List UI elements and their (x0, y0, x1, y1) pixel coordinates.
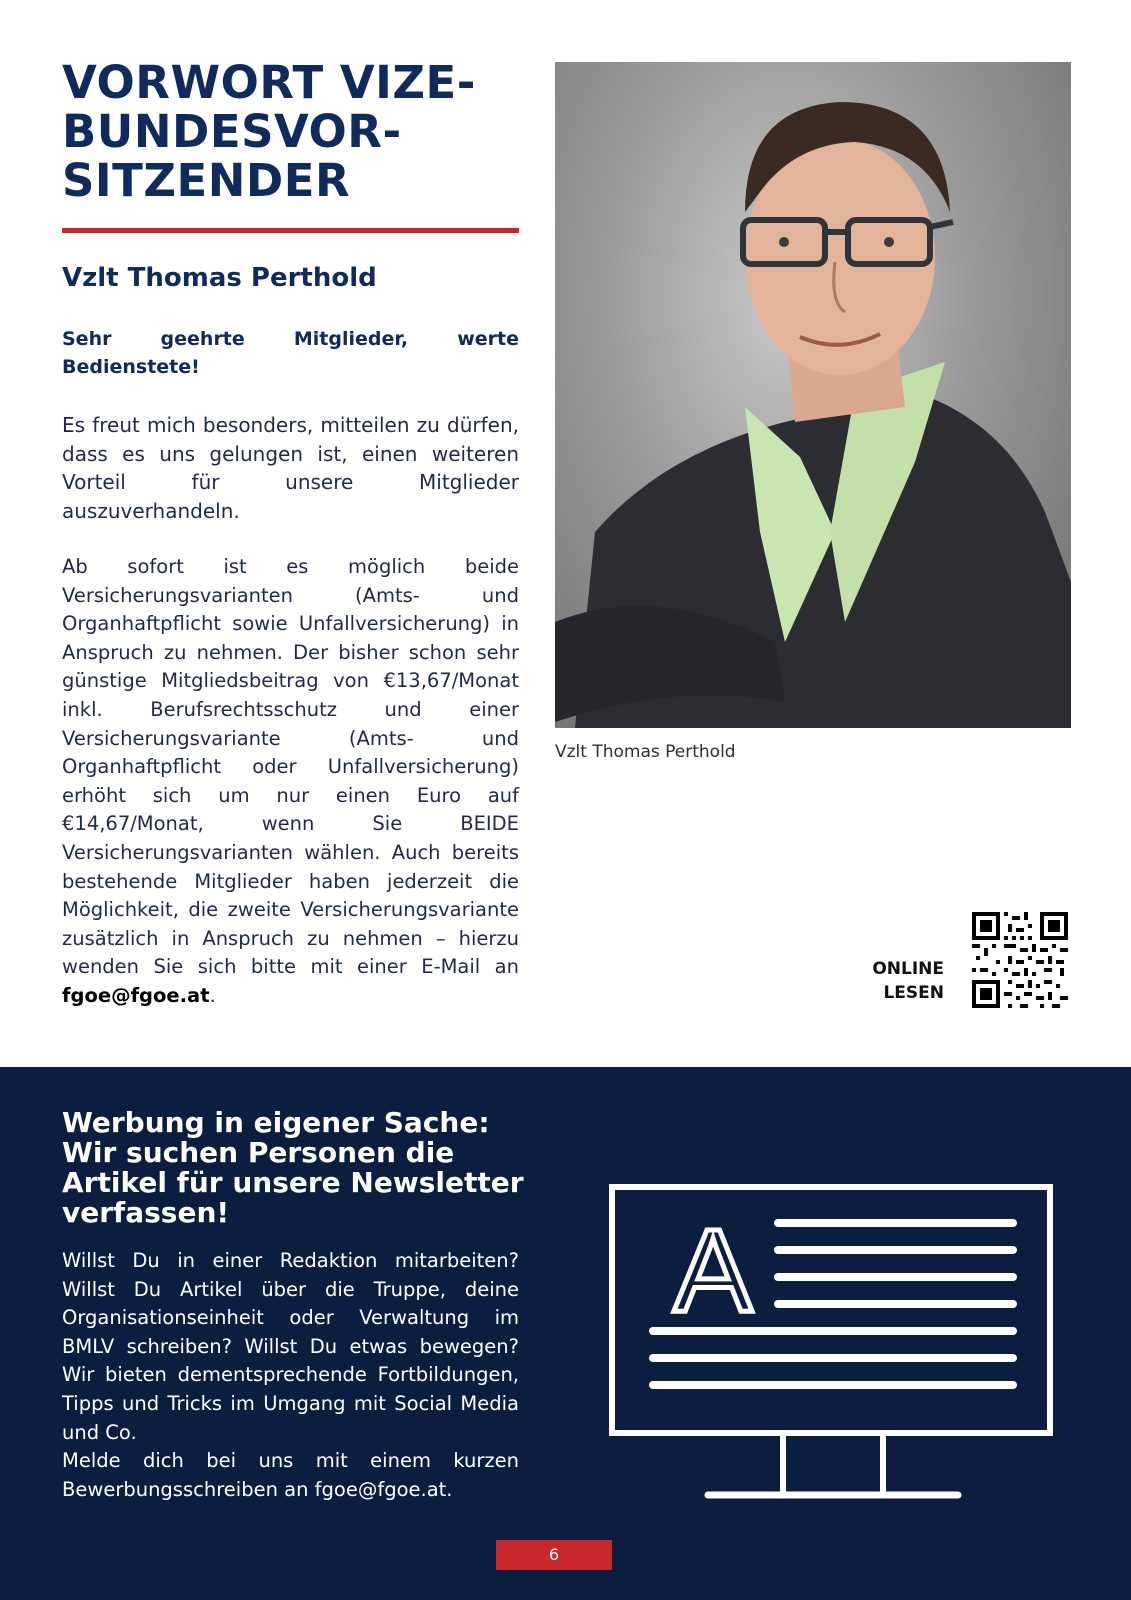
banner-body-paragraph-2: Melde dich bei uns mit einem kurzen Bewerbungsschreiben an fgoe@fgoe.at. (62, 1449, 519, 1501)
paragraph-2 (62, 553, 519, 1011)
banner-body (62, 1247, 519, 1504)
monitor-article-icon (608, 1183, 1058, 1503)
title-line-3: SITZENDER (62, 154, 351, 207)
paragraph-2-end: . (209, 983, 216, 1007)
portrait-photo (555, 62, 1071, 728)
page-title (62, 58, 522, 205)
contact-email-link[interactable]: fgoe@fgoe.at (62, 983, 210, 1007)
banner-title: Werbung in eigener Sache: Wir suchen Personen die Artikel für unsere Newsletter verfassen! (62, 1106, 524, 1229)
author-name: Vzlt Thomas Perthold (62, 263, 377, 293)
paragraph-1: Es freut mich besonders, mitteilen zu dürfen, dass es uns gelungen ist, einen weiteren Vorteil für unsere Mitglieder auszuverhandeln. (62, 413, 519, 523)
online-read-label[interactable] (820, 957, 944, 1005)
qr-code[interactable] (972, 912, 1068, 1008)
online-label-line-2: LESEN (883, 983, 944, 1003)
online-label-line-1: ONLINE (872, 959, 944, 979)
page-number: 6 (496, 1540, 612, 1570)
paragraph-2-text: Ab sofort ist es möglich beide Versicherungsvarianten (Amts- und Organhaftpflicht sowie Unfallversicherung) in Anspruch zu nehmen. Der bisher schon sehr günstige Mitgliedsbeitrag von €13,67/Monat inkl. Berufsrechtsschutz und einer Versicherungsvariante (Amts- und Organhaftpflicht oder Unfallversicherung) erhöht sich um nur einen Euro auf €14,67/Monat, wenn Sie BEIDE Versicherungsvarianten wählen. Auch bereits bestehende Mitglieder haben jederzeit die Möglichkeit, die zweite Versicherungsvariante zusätzlich in Anspruch zu nehmen – hierzu wenden Sie sich bitte mit einer E-Mail an (62, 555, 519, 979)
title-line-1: VORWORT VIZE- (62, 56, 476, 109)
title-divider (62, 228, 519, 233)
greeting: Sehr geehrte Mitglieder, werte Bedienstete! (62, 328, 519, 378)
title-line-2: BUNDESVOR- (62, 105, 402, 158)
banner-body-paragraph-1: Willst Du in einer Redaktion mitarbeiten? Willst Du Artikel über die Truppe, deine Organisationseinheit oder Verwaltung im BMLV schreiben? Willst Du etwas bewegen? Wir bieten dementsprechende Fortbildungen, Tipps und Tricks im Umgang mit Social Media und Co. (62, 1249, 519, 1444)
photo-caption: Vzlt Thomas Perthold (555, 742, 736, 762)
monitor-letter: A (673, 1205, 753, 1337)
portrait-illustration (555, 62, 1071, 728)
